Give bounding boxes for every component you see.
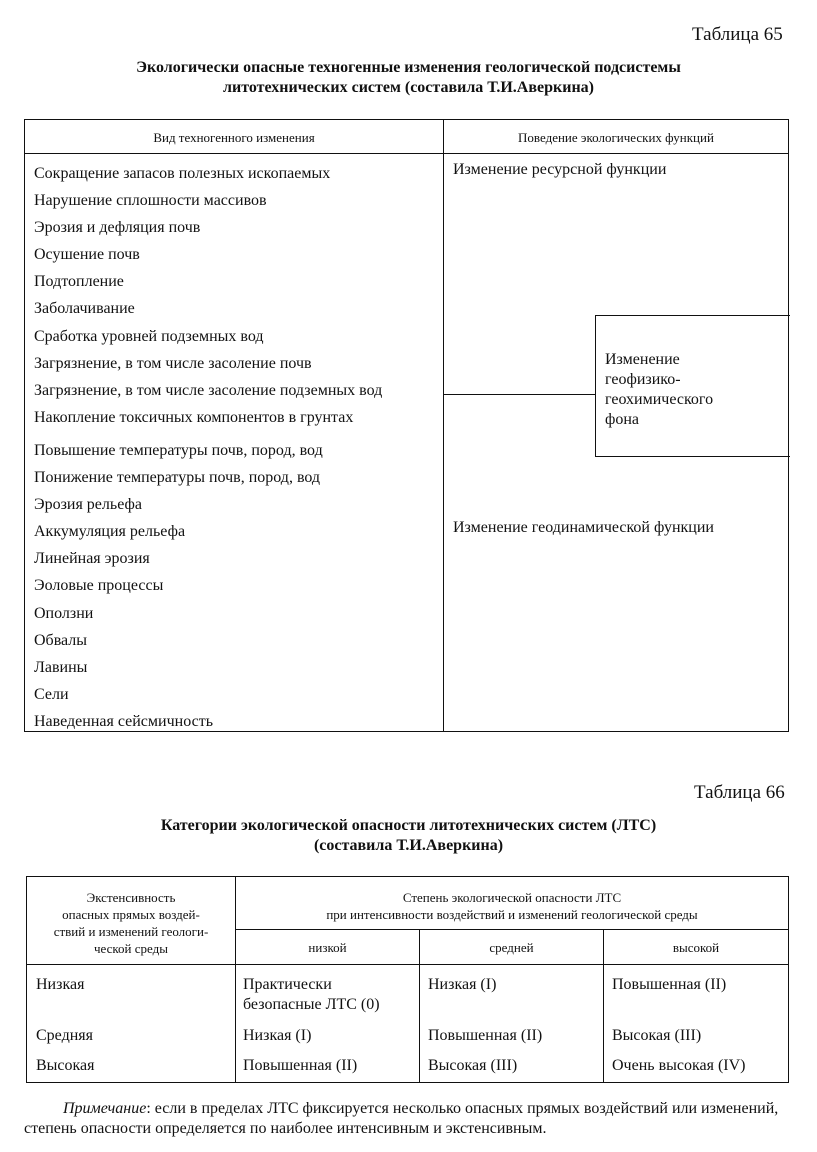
table-66 — [26, 876, 789, 1083]
header-extensiveness: Экстенсивность опасных прямых воздей- ствий и изменений геологи- ческой среды — [53, 890, 209, 956]
change-list — [34, 160, 382, 735]
list-item: Сработка уровней подземных вод — [34, 327, 264, 345]
list-item: Понижение температуры почв, пород, вод — [34, 469, 321, 487]
list-item: Наведенная сейсмичность — [34, 712, 213, 730]
header-divider — [25, 153, 788, 154]
list-item: Лавины — [34, 658, 88, 676]
subheader-medium: средней — [489, 940, 534, 955]
column-header-change-type: Вид техногенного изменения — [153, 130, 315, 145]
note-label: Примечание — [63, 1100, 147, 1117]
function-separator — [443, 394, 596, 395]
table-cell: Низкая (I) — [428, 976, 497, 993]
table-cell: Низкая (I) — [243, 1027, 312, 1044]
table-65-number: Таблица 65 — [692, 24, 783, 45]
table-cell: Высокая (III) — [612, 1027, 702, 1044]
function-geophysical-box: Изменение геофизико- геохимического фона — [595, 315, 790, 457]
row-label: Средняя — [36, 1027, 93, 1044]
table-65-title: Экологически опасные техногенные изменения геологической подсистемы литотехнических систем (составила Т.И.Аверкина) — [136, 59, 681, 96]
list-item: Заболачивание — [34, 300, 135, 318]
function-resource: Изменение ресурсной функции — [453, 161, 667, 178]
table-cell: Высокая (III) — [428, 1057, 518, 1074]
function-geodynamic: Изменение геодинамической функции — [453, 519, 714, 536]
list-item: Подтопление — [34, 273, 124, 291]
list-item: Повышение температуры почв, пород, вод — [34, 441, 323, 459]
table-cell: Повышенная (II) — [612, 976, 727, 993]
table-cell: Повышенная (II) — [428, 1027, 543, 1044]
list-item: Эоловые процессы — [34, 577, 164, 595]
list-item: Оползни — [34, 604, 94, 622]
list-item: Сели — [34, 685, 69, 703]
list-item: Линейная эрозия — [34, 550, 150, 568]
table-cell: Практически безопасные ЛТС (0) — [243, 976, 380, 1013]
list-item: Сокращение запасов полезных ископаемых — [34, 165, 331, 182]
table-cell: Очень высокая (IV) — [612, 1057, 746, 1074]
table-note — [24, 1099, 794, 1139]
list-item: Аккумуляция рельефа — [34, 523, 186, 541]
table-65 — [24, 119, 789, 732]
subheader-low: низкой — [308, 940, 347, 955]
list-item: Обвалы — [34, 631, 88, 649]
column-header-functions: Поведение экологических функций — [518, 130, 714, 145]
list-item: Загрязнение, в том числе засоление подземных вод — [34, 381, 383, 399]
header-danger-degree: Степень экологической опасности ЛТС при интенсивности воздействий и изменений геологической среды — [326, 890, 698, 922]
table-66-number: Таблица 66 — [694, 782, 785, 803]
list-item: Эрозия рельефа — [34, 496, 142, 514]
subheader-high: высокой — [672, 940, 720, 955]
row-label: Высокая — [36, 1057, 95, 1074]
grid-line — [27, 964, 788, 965]
list-item: Нарушение сплошности массивов — [34, 192, 267, 210]
list-item: Накопление токсичных компонентов в грунтах — [34, 408, 354, 426]
note-text: : если в пределах ЛТС фиксируется несколько опасных прямых воздействий или изменений, степень опасности определяется по наиболее интенсивным и экстенсивным. — [24, 1100, 779, 1137]
list-item: Загрязнение, в том числе засоление почв — [34, 354, 312, 372]
list-item: Осушение почв — [34, 246, 140, 264]
column-divider — [443, 120, 444, 731]
table-cell: Повышенная (II) — [243, 1057, 358, 1074]
grid-line — [235, 929, 788, 930]
table-66-title: Категории экологической опасности литотехнических систем (ЛТС) (составила Т.И.Аверкина) — [160, 817, 657, 854]
row-label: Низкая — [36, 976, 85, 993]
list-item: Эрозия и дефляция почв — [34, 219, 201, 237]
